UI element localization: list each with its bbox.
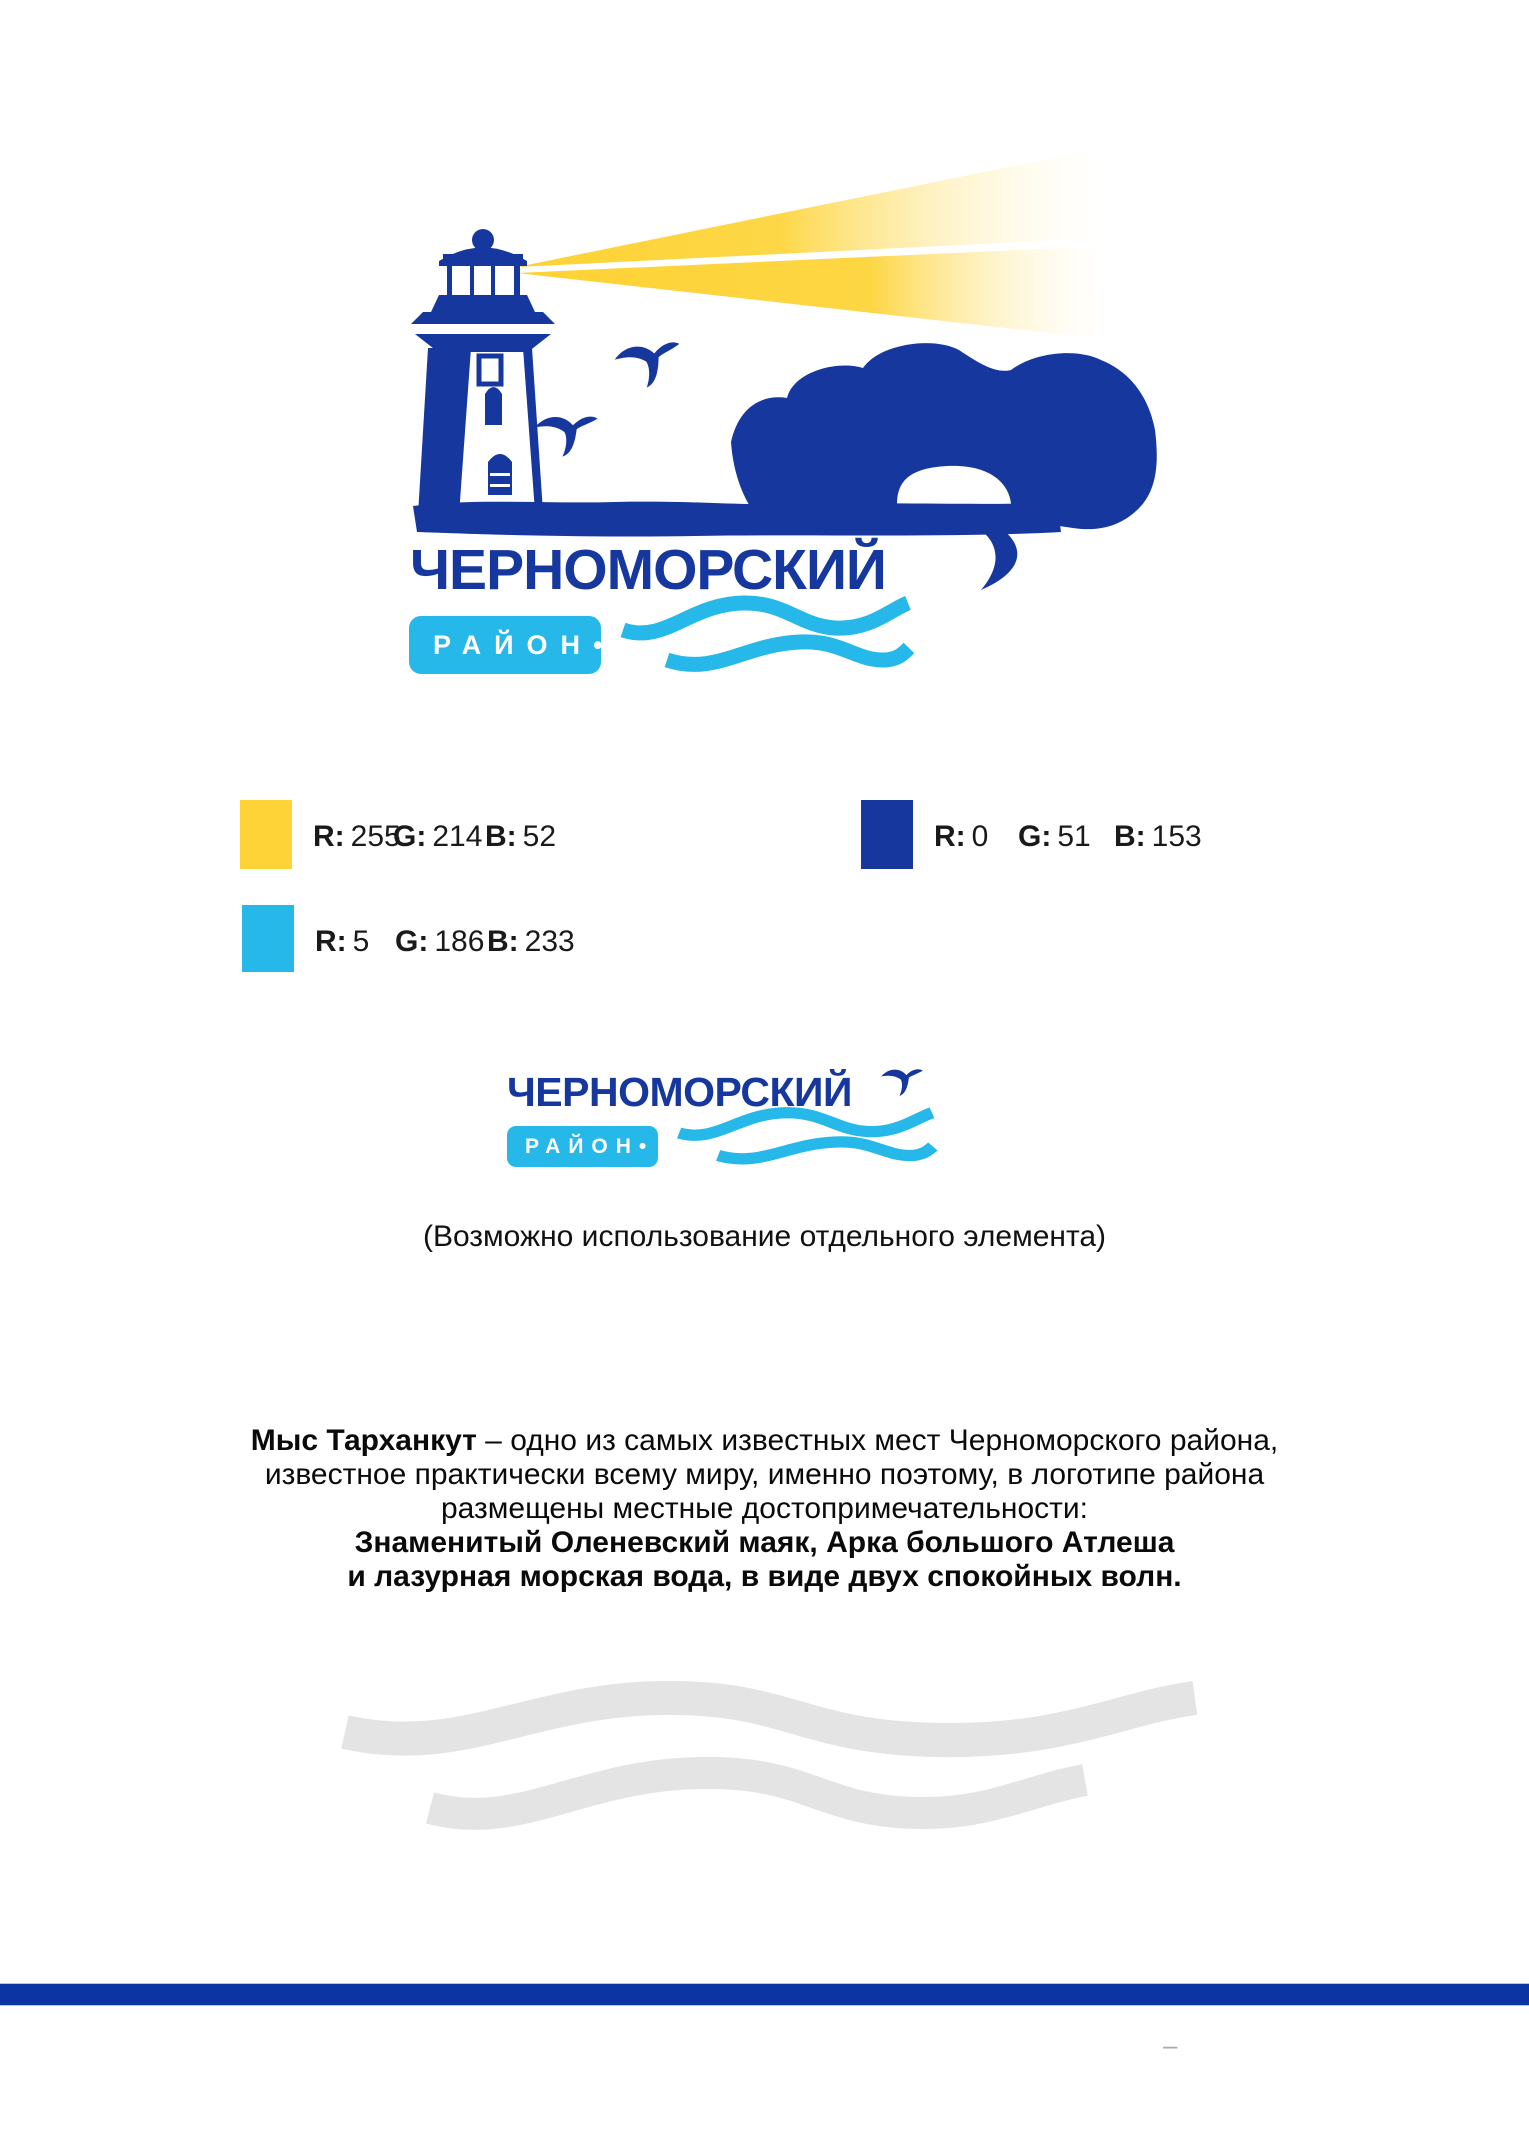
small-logo-title: ЧЕРНОМОРСКИЙ	[507, 1069, 852, 1115]
g-label: G:	[395, 925, 429, 958]
g-value: 214	[432, 820, 483, 853]
waves-icon	[615, 594, 917, 690]
light-beams-icon	[517, 148, 1107, 338]
small-logo-badge: РАЙОН•	[507, 1126, 658, 1167]
small-seagull-icon	[880, 1066, 924, 1098]
r-value: 0	[971, 820, 989, 853]
b-label: B:	[487, 925, 519, 958]
description-paragraph	[0, 1424, 1529, 1594]
b-value: 233	[524, 925, 575, 958]
b-label: B:	[1114, 820, 1146, 853]
blue-swatch	[861, 800, 913, 869]
description-line-1	[0, 1424, 1529, 1458]
palette-row-yellow	[240, 800, 860, 870]
description-line-4: Знаменитый Оленевский маяк, Арка большого Атлеша	[354, 1526, 1175, 1559]
r-label: R:	[934, 820, 966, 853]
line1-rest: – одно из самых известных мест Черноморского района,	[476, 1424, 1279, 1457]
r-value: 255	[350, 820, 401, 853]
description-line-2: известное практически всему миру, именно поэтому, в логотипе района	[264, 1458, 1265, 1491]
description-line-3: размещены местные достопримечательности:	[440, 1492, 1089, 1525]
footer-dash-artifact: –	[1163, 2030, 1178, 2060]
lead-bold: Мыс Тарханкут	[250, 1424, 477, 1457]
g-value: 186	[434, 925, 485, 958]
main-logo-badge: РАЙОН•	[409, 616, 601, 674]
cyan-swatch	[242, 905, 294, 972]
description-line-5: и лазурная морская вода, в виде двух спокойных волн.	[347, 1560, 1182, 1593]
b-label: B:	[485, 820, 517, 853]
main-logo-title: ЧЕРНОМОРСКИЙ	[410, 538, 886, 602]
ground-icon	[413, 502, 1061, 537]
gray-waves-icon	[330, 1680, 1230, 1855]
g-value: 51	[1057, 820, 1091, 853]
palette-row-blue	[861, 800, 1481, 870]
separate-element-caption: (Возможно использование отдельного элемента)	[422, 1220, 1107, 1253]
r-label: R:	[313, 820, 345, 853]
yellow-swatch	[240, 800, 292, 869]
r-value: 5	[352, 925, 370, 958]
palette-row-cyan	[242, 905, 862, 975]
b-value: 153	[1151, 820, 1202, 853]
small-waves-icon	[672, 1106, 940, 1178]
footer-accent-bar	[0, 1983, 1529, 2006]
g-label: G:	[1018, 820, 1052, 853]
g-label: G:	[393, 820, 427, 853]
r-label: R:	[315, 925, 347, 958]
b-value: 52	[522, 820, 557, 853]
